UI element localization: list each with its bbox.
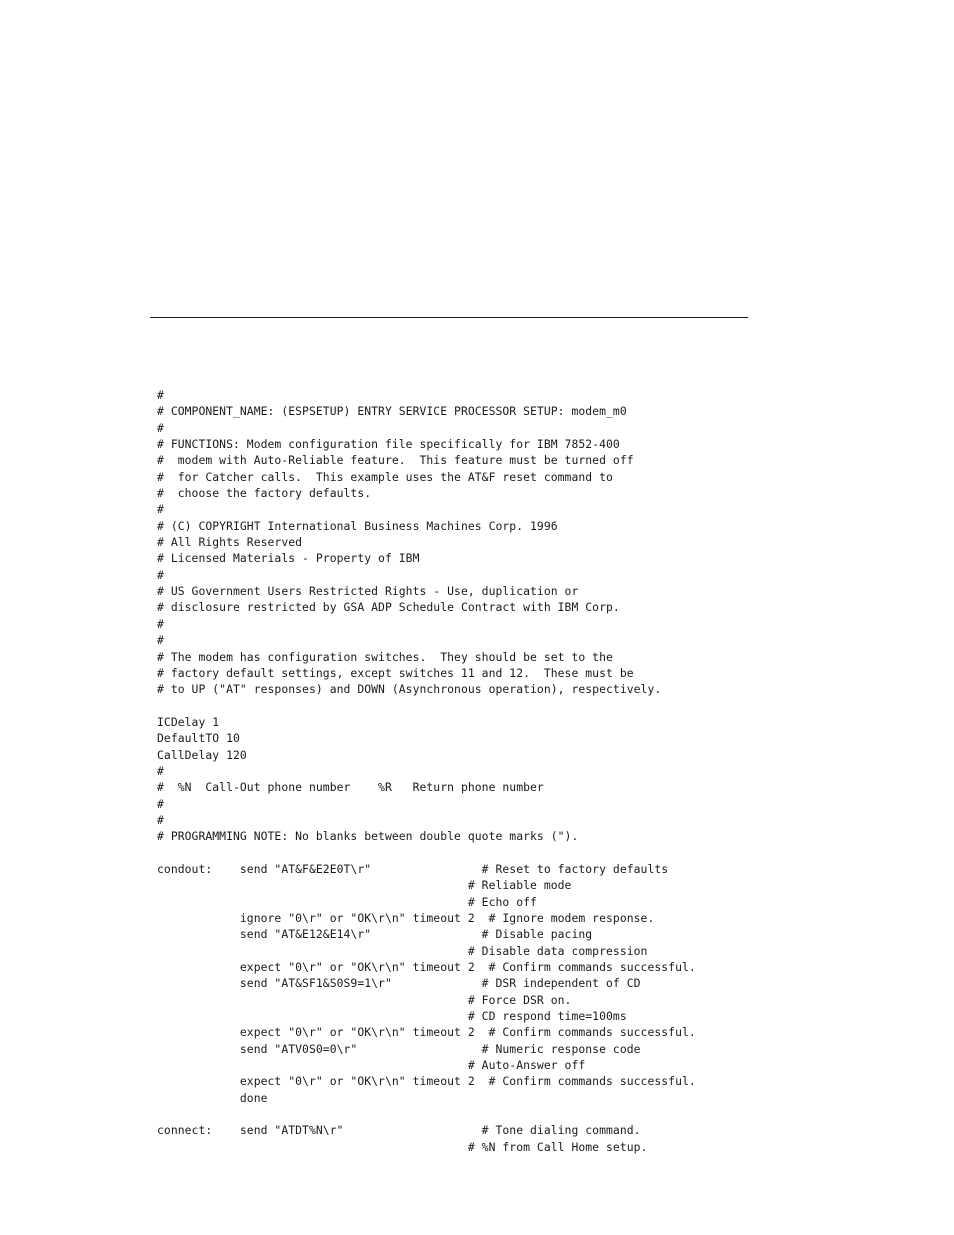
code-line: #	[157, 763, 164, 778]
code-line: # All Rights Reserved	[157, 535, 303, 550]
code-line: # Reliable mode	[157, 878, 572, 893]
code-line: # US Government Users Restricted Rights - Use, duplication or	[157, 584, 579, 599]
code-line: send "AT&SF1&S0S9=1\r" # DSR independent of CD	[157, 976, 641, 991]
code-line: # factory default settings, except switches 11 and 12. These must be	[157, 665, 634, 680]
code-line: #	[157, 616, 164, 631]
code-line: # disclosure restricted by GSA ADP Schedule Contract with IBM Corp.	[157, 600, 620, 615]
code-line: #	[157, 567, 164, 582]
code-line: # Echo off	[157, 894, 537, 909]
code-line: #	[157, 796, 164, 811]
code-line: # choose the factory defaults.	[157, 486, 372, 501]
code-line: expect "0\r" or "OK\r\n" timeout 2 # Confirm commands successful.	[157, 1074, 696, 1089]
code-line: condout: send "AT&F&E2E0T\r" # Reset to factory defaults	[157, 861, 669, 876]
code-line: # modem with Auto-Reliable feature. This feature must be turned off	[157, 453, 634, 468]
code-line: #	[157, 420, 164, 435]
code-line: connect: send "ATDT%N\r" # Tone dialing command.	[157, 1123, 641, 1138]
code-line: DefaultTO 10	[157, 731, 240, 746]
code-line: # Auto-Answer off	[157, 1058, 586, 1073]
code-line: # for Catcher calls. This example uses the AT&F reset command to	[157, 469, 613, 484]
horizontal-rule	[150, 317, 748, 318]
code-line: #	[157, 502, 164, 517]
code-line: # (C) COPYRIGHT International Business Machines Corp. 1996	[157, 518, 558, 533]
code-line: ICDelay 1	[157, 714, 220, 729]
code-line: # to UP ("AT" responses) and DOWN (Asynchronous operation), respectively.	[157, 682, 662, 697]
blank-line	[157, 845, 696, 861]
code-line: #	[157, 388, 164, 402]
code-line: send "AT&E12&E14\r" # Disable pacing	[157, 927, 593, 942]
code-line: ignore "0\r" or "OK\r\n" timeout 2 # Ignore modem response.	[157, 911, 655, 925]
code-line: # Licensed Materials - Property of IBM	[157, 551, 420, 566]
code-line: # PROGRAMMING NOTE: No blanks between double quote marks (").	[157, 829, 579, 844]
code-line: # FUNCTIONS: Modem configuration file specifically for IBM 7852-400	[157, 437, 620, 452]
code-line: expect "0\r" or "OK\r\n" timeout 2 # Confirm commands successful.	[157, 960, 696, 975]
code-line: # The modem has configuration switches. They should be set to the	[157, 649, 613, 664]
code-line: done	[157, 1090, 268, 1105]
code-line: expect "0\r" or "OK\r\n" timeout 2 # Confirm commands successful.	[157, 1025, 696, 1040]
code-line: #	[157, 633, 164, 648]
blank-line	[157, 1106, 696, 1122]
code-line: # COMPONENT_NAME: (ESPSETUP) ENTRY SERVICE PROCESSOR SETUP: modem_m0	[157, 404, 627, 419]
modem-config-listing	[157, 387, 696, 1155]
code-line: #	[157, 812, 164, 827]
code-line: CallDelay 120	[157, 747, 247, 762]
code-line: # Disable data compression	[157, 943, 648, 958]
code-line: # CD respond time=100ms	[157, 1009, 627, 1024]
blank-line	[157, 698, 696, 714]
code-line: send "ATV0S0=0\r" # Numeric response code	[157, 1041, 641, 1056]
code-line: # %N Call-Out phone number %R Return phone number	[157, 780, 544, 795]
code-line: # %N from Call Home setup.	[157, 1139, 648, 1154]
code-line: # Force DSR on.	[157, 992, 572, 1007]
